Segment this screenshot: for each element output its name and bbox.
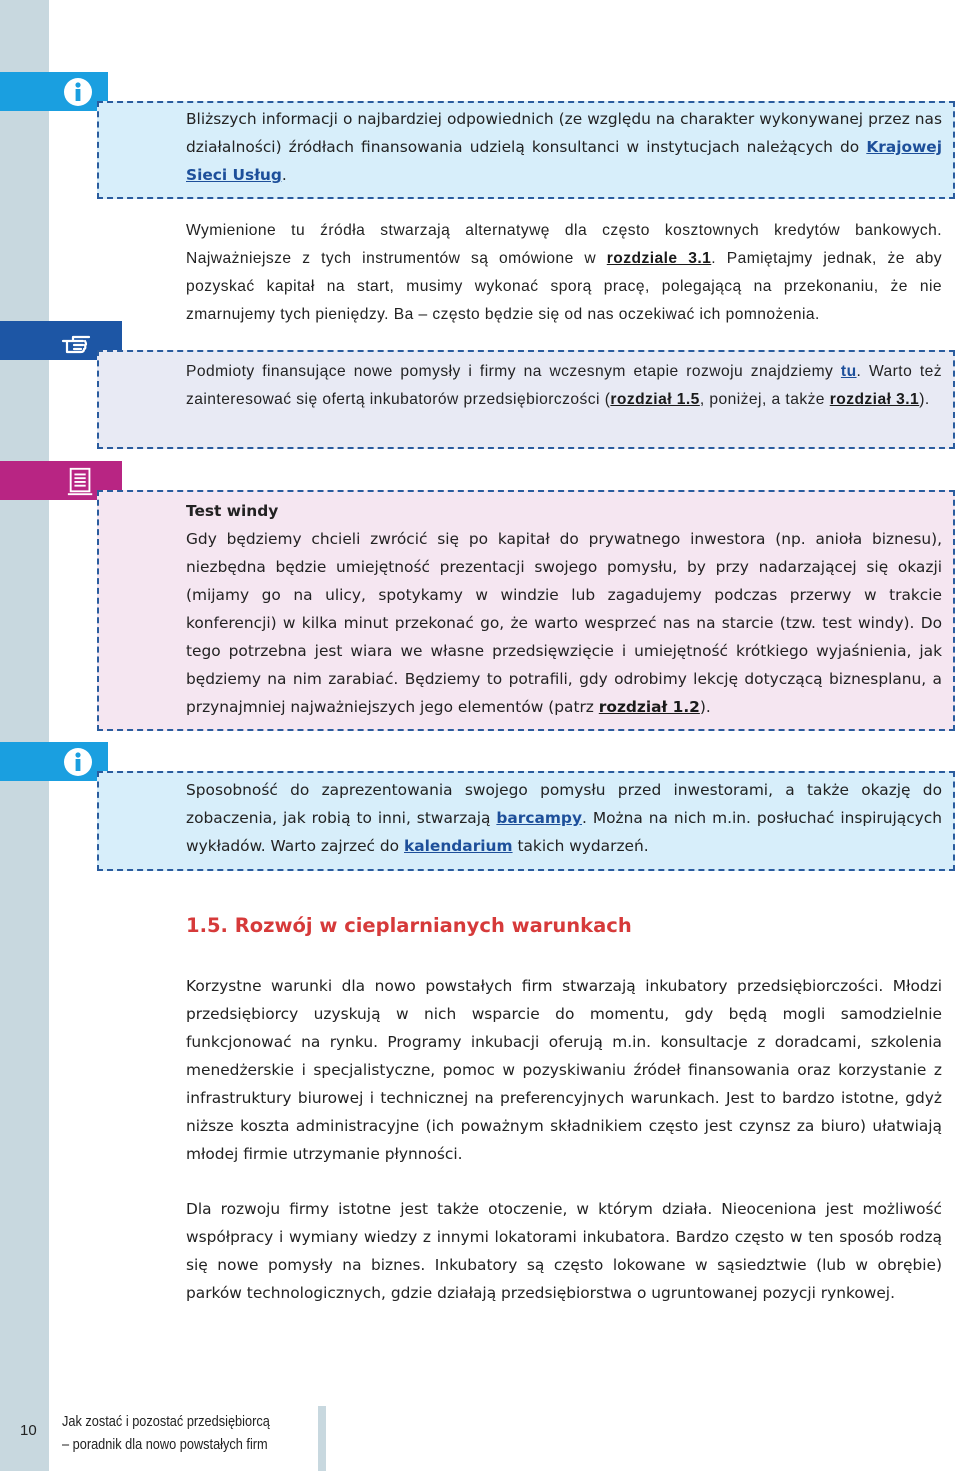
info-paragraph-2 bbox=[186, 776, 942, 860]
barcampy-link[interactable]: barcampy bbox=[496, 809, 582, 827]
hint-text: Podmioty finansujące nowe pomysły i firmy na wczesnym etapie rozwoju znajdziemy bbox=[186, 363, 841, 380]
section-paragraph-1: Korzystne warunki dla nowo powstałych firm stwarzają inkubatory przedsiębiorczości. Młodzi przedsiębiorcy uzyskują w nich wsparcie do momentu, gdy będą mogli samodzielnie funkcjonować na rynku. Programy inkubacji oferują m.in. konsultacje z doradcami, szkolenia menedżerskie i specjalistyczne, pomoc w pozyskiwaniu źródeł finansowania oraz korzystanie z infrastruktury biurowej i technicznej na preferencyjnych warunkach. Jest to bardzo istotne, gdyż niższe koszta administracyjne (ich poważnym składnikiem często jest czynsz za biuro) ułatwiają młodej firmie utrzymanie płynności. bbox=[186, 977, 942, 1163]
footer-title-line-2: – poradnik dla nowo powstałych firm bbox=[62, 1437, 268, 1453]
krajowa-siec-uslug-link[interactable]: Krajowej Sieci Usług bbox=[186, 138, 942, 184]
left-margin-strip bbox=[0, 0, 49, 1471]
info2-text: Sposobność do zaprezentowania swojego pomysłu przed inwestorami, a także okazję do zobaczenia, jak robią to inni, stwarzają bbox=[186, 781, 942, 827]
hint-text-3: , poniżej, a także bbox=[699, 391, 830, 408]
rozdzial-1-5-link[interactable]: rozdział 1.5 bbox=[610, 391, 700, 408]
body-text: Wymienione tu źródła stwarzają alternatywę dla często kosztownych kredytów bankowych. Najważniejsze z tych instrumentów są omówione w bbox=[186, 222, 942, 267]
pointing-hand-icon bbox=[58, 325, 96, 357]
body-paragraph bbox=[186, 217, 942, 329]
page-number: 10 bbox=[20, 1422, 37, 1439]
info-text: Bliższych informacji o najbardziej odpowiednich (ze względu na charakter wykonywanej przez nas działalności) źródłach finansowania udzielą konsultanci w instytucjach należących do bbox=[186, 110, 942, 156]
footer-title-line-1: Jak zostać i pozostać przedsiębiorcą bbox=[62, 1414, 270, 1430]
footer-divider bbox=[318, 1406, 326, 1471]
info-tab-2 bbox=[0, 742, 108, 781]
hint-paragraph bbox=[186, 358, 942, 414]
info-text-end: . bbox=[281, 166, 287, 184]
hint-text-2: . Warto też zainteresować się ofertą inkubatorów przedsiębiorczości ( bbox=[186, 363, 942, 408]
rozdzial-3-1-link-2[interactable]: rozdział 3.1 bbox=[829, 391, 920, 408]
body-text-end: . Pamiętajmy jednak, że aby pozyskać kapitał na start, musimy wykonać sporą pracę, polegającą na przekonaniu, że nie zmarnujemy tych pieniędzy. Ba – często będzie się od nas oczekiwać ich pomnożenia. bbox=[186, 250, 942, 323]
info2-text-end: takich wydarzeń. bbox=[512, 837, 649, 855]
section-title: 1.5. Rozwój w cieplarnianych warunkach bbox=[186, 914, 632, 937]
tu-link[interactable]: tu bbox=[840, 363, 857, 380]
info-paragraph bbox=[186, 105, 942, 189]
note-text: Gdy będziemy chcieli zwrócić się po kapitał do prywatnego inwestora (np. anioła biznesu), niezbędna będzie umiejętność prezentacji swojego pomysłu, by przy nadarzającej się okazji (mijamy go na ulicy, spotykamy w windzie lub zagadujemy podczas przerwy w trakcie konferencji) w kilka minut przekonać go, że warto wesprzeć nas na starcie (tzw. test windy). Do tego potrzebna jest wiara we własne przedsięwzięcie i umiejętność krótkiego wyjaśnienia, jak będziemy na nim zarabiać. Będziemy to potrafili, gdy odrobimy lekcję dotyczącą biznesplanu, a przynajmniej najważniejszych jego elementów (patrz bbox=[186, 530, 942, 716]
hint-text-end: ). bbox=[919, 391, 930, 408]
note-text-end: ). bbox=[699, 698, 711, 716]
info-icon bbox=[62, 76, 94, 108]
info-tab bbox=[0, 72, 108, 111]
rozdzial-3-1-link[interactable]: rozdziale 3.1 bbox=[606, 250, 712, 267]
section-paragraph-2: Dla rozwoju firmy istotne jest także otoczenie, w którym działa. Nieoceniona jest możliwość współpracy i wymiany wiedzy z innymi lokatorami inkubatora. Bardzo często w ten sposób rodzą się nowe pomysły na biznes. Inkubatory są często lokowane w sąsiedztwie (lub w obrębie) parków technologicznych, gdzie działają przedsiębiorstwa o ugruntowanej pozycji rynkowej. bbox=[186, 1200, 942, 1302]
note-title: Test windy bbox=[186, 502, 279, 520]
rozdzial-1-2-link[interactable]: rozdział 1.2 bbox=[598, 698, 700, 716]
info-icon-2 bbox=[62, 746, 94, 778]
info2-text-2: . Można na nich m.in. posłuchać inspirujących wykładów. Warto zajrzeć do bbox=[186, 809, 942, 855]
note-paragraph bbox=[186, 525, 942, 721]
list-document-icon bbox=[66, 465, 96, 497]
kalendarium-link[interactable]: kalendarium bbox=[404, 837, 513, 855]
